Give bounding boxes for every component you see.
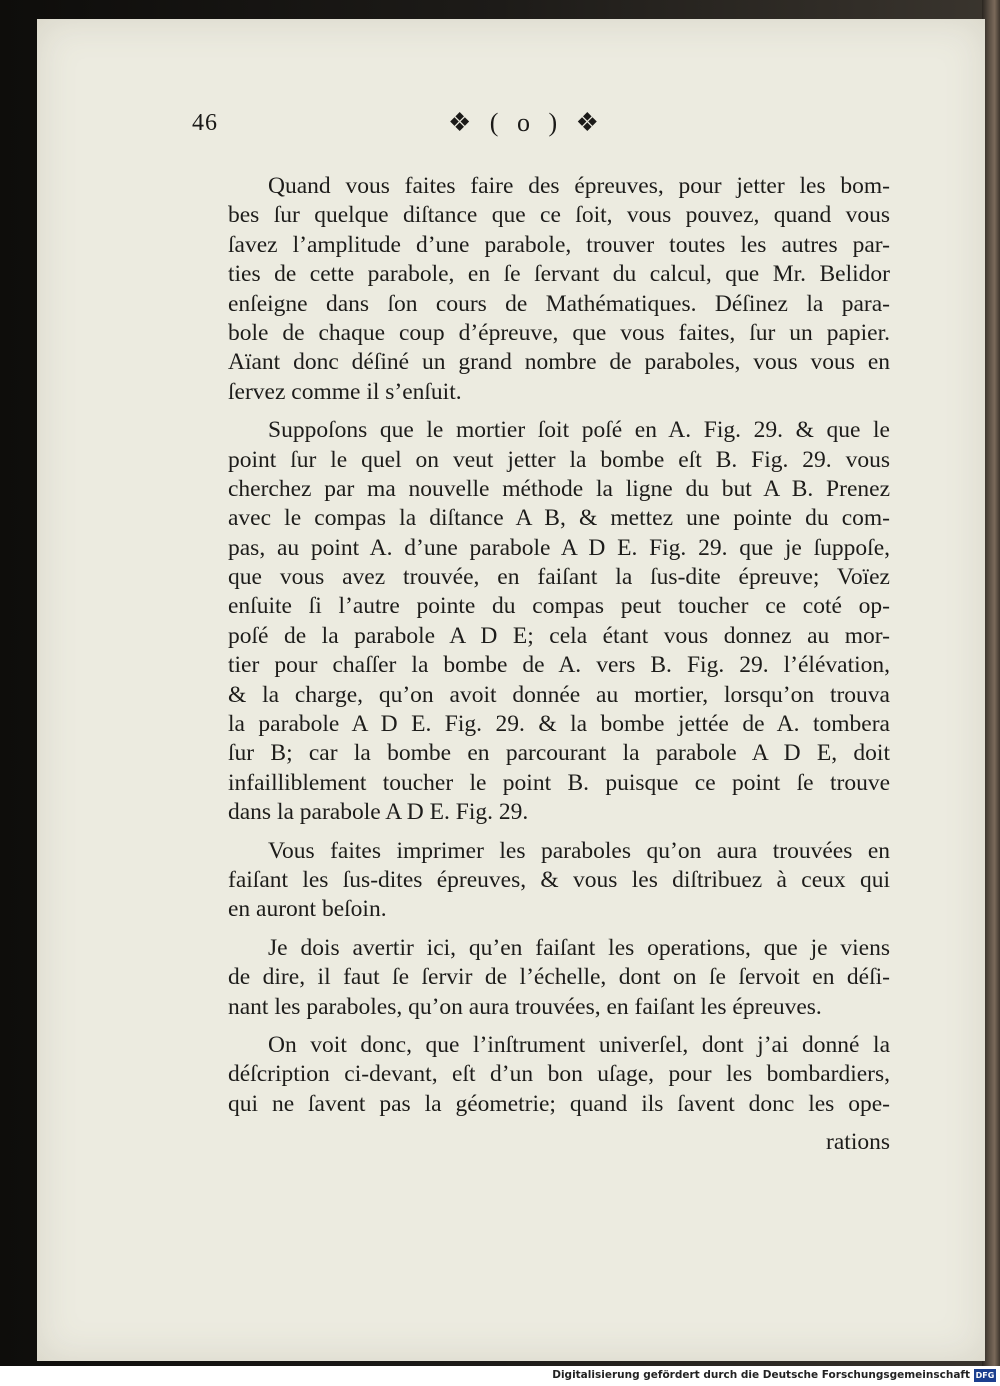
text-line: enſuite ſi l’autre pointe du compas peut toucher ce coté op- (228, 593, 890, 620)
text-line: poſé de la parabole A D E; cela étant vous donnez au mor- (228, 622, 890, 649)
text-line: avec le compas la diſtance A B, & mettez une pointe du com- (228, 505, 890, 532)
text-line: Aïant donc déſiné un grand nombre de paraboles, vous vous en (228, 349, 890, 376)
text-line: de dire, il faut ſe ſervir de l’échelle, dont on ſe ſervoit en déſi- (228, 964, 890, 991)
paragraph (228, 837, 890, 925)
page-number: 46 (192, 110, 218, 136)
text-line: en auront beſoin. (228, 896, 387, 923)
text-line: ſervez comme il s’enſuit. (228, 378, 462, 405)
text-line: déſcription ci-devant, eſt d’un bon uſage, pour les bombardiers, (228, 1061, 890, 1088)
text-line: la parabole A D E. Fig. 29. & la bombe jettée de A. tombera (228, 711, 890, 738)
text-line: tier pour chaſſer la bombe de A. vers B. Fig. 29. l’élévation, (228, 652, 890, 679)
paragraph (228, 172, 890, 407)
text-line: faiſant les ſus-dites épreuves, & vous les diſtribuez à ceux qui (228, 866, 890, 893)
text-line: Je dois avertir ici, qu’en faiſant les operations, que je viens (268, 934, 890, 961)
text-line: infailliblement toucher le point B. puisque ce point ſe trouve (228, 769, 890, 796)
paragraph (228, 416, 890, 827)
text-line: ſavez l’amplitude d’une parabole, trouver toutes les autres par- (228, 231, 890, 258)
header-ornament: ❖ ( o ) ❖ (448, 108, 605, 137)
text-line: cherchez par ma nouvelle méthode la ligne du but A B. Prenez (228, 475, 890, 502)
text-line: bes ſur quelque diſtance que ce ſoit, vous pouvez, quand vous (228, 202, 890, 229)
text-line: Quand vous faites faire des épreuves, pour jetter les bom- (268, 173, 890, 199)
digitization-footer (0, 1366, 1000, 1386)
paragraph (228, 1031, 890, 1119)
text-line: On voit donc, que l’inſtrument univerſel, dont j’ai donné la (268, 1031, 890, 1058)
text-line: point ſur le quel on veut jetter la bombe eſt B. Fig. 29. vous (228, 446, 890, 473)
paragraph-list (228, 172, 890, 1119)
text-line: qui ne ſavent pas la géometrie; quand ils ſavent donc les ope- (228, 1090, 890, 1117)
text-line: Vous faites imprimer les paraboles qu’on aura trouvées en (268, 837, 890, 864)
text-line: & la charge, qu’on avoit donnée au mortier, lorsqu’on trouva (228, 681, 890, 708)
page-header (192, 110, 892, 160)
text-line: dans la parabole A D E. Fig. 29. (228, 799, 529, 826)
text-line: ſur B; car la bombe en parcourant la parabole A D E, doit (228, 740, 890, 767)
text-line: bole de chaque coup d’épreuve, que vous faites, ſur un papier. (228, 319, 890, 346)
dfg-logo: DFG (975, 1371, 995, 1380)
text-line: Suppoſons que le mortier ſoit poſé en A. Fig. 29. & que le (268, 417, 890, 444)
paragraph (228, 934, 890, 1022)
text-line: que vous avez trouvée, en faiſant la ſus-dite épreuve; Voïez (228, 564, 890, 591)
catchword: rations (826, 1129, 890, 1156)
body-text (228, 172, 890, 1158)
text-line: enſeigne dans ſon cours de Mathématiques. Déſinez la para- (228, 290, 890, 317)
text-line: nant les paraboles, qu’on aura trouvées, en faiſant les épreuves. (228, 993, 822, 1020)
text-line: pas, au point A. d’une parabole A D E. Fig. 29. que je ſuppoſe, (228, 534, 890, 561)
funding-credit: Digitalisierung gefördert durch die Deutsche Forschungsgemeinschaft (552, 1369, 970, 1381)
text-line: ties de cette parabole, en ſe ſervant du calcul, que Mr. Belidor (228, 261, 890, 288)
